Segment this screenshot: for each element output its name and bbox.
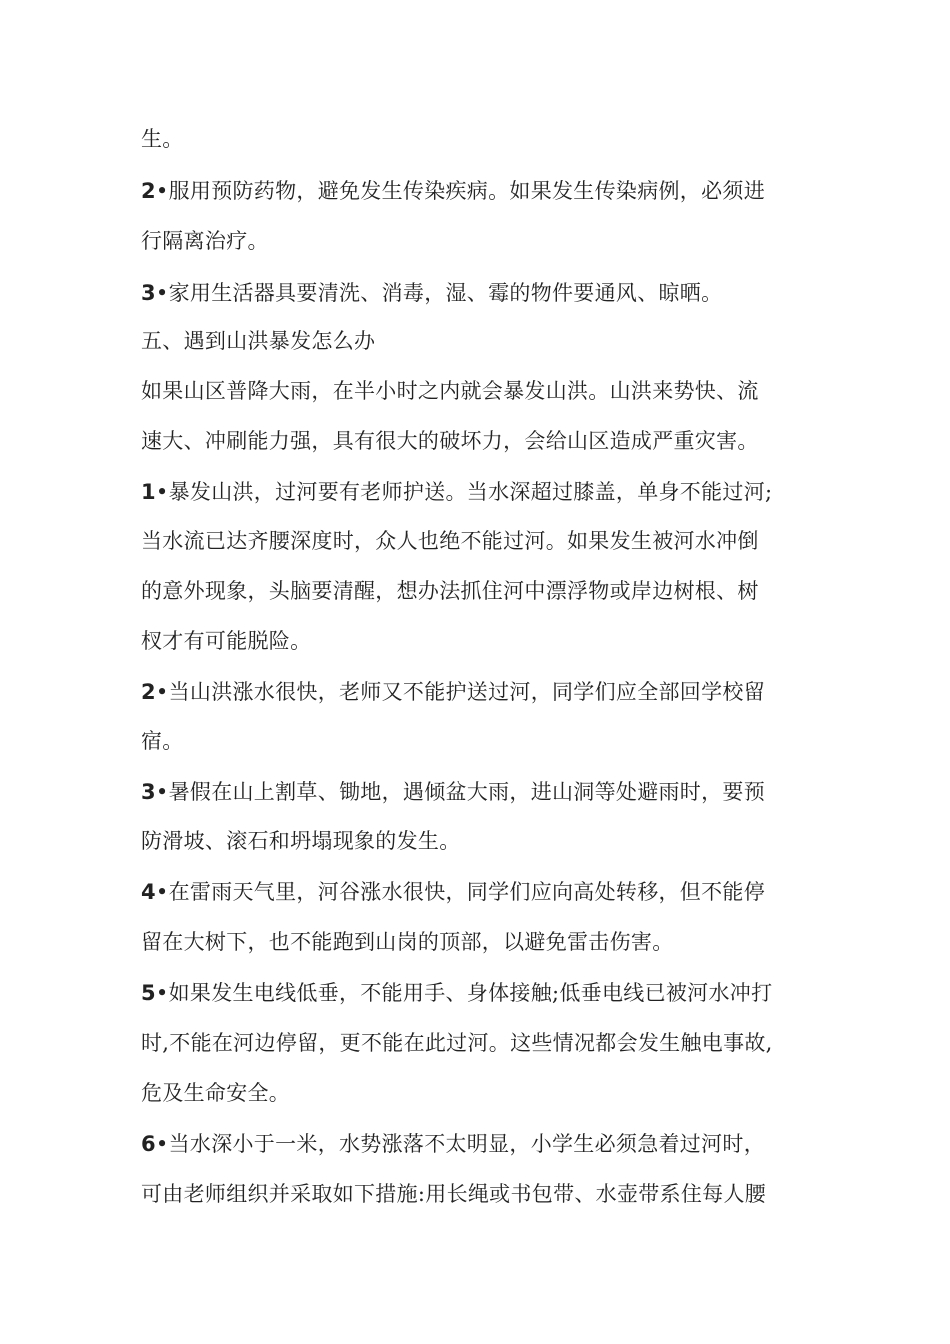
list-item: 1•暴发山洪，过河要有老师护送。当水深超过膝盖，单身不能过河; — [141, 480, 773, 504]
text-line: 危及生命安全。 — [141, 1081, 291, 1105]
list-item: 3•暑假在山上割草、锄地，遇倾盆大雨，进山洞等处避雨时，要预 — [141, 780, 766, 804]
item-number: 3 — [141, 281, 156, 305]
text-line: 留在大树下，也不能跑到山岗的顶部，以避免雷击伤害。 — [141, 930, 674, 954]
item-number: 6 — [141, 1132, 156, 1156]
item-number: 1 — [141, 480, 156, 504]
item-number: 5 — [141, 981, 156, 1005]
text-line: 宿。 — [141, 729, 184, 753]
item-number: 4 — [141, 880, 156, 904]
text-line: 时,不能在河边停留，更不能在此过河。这些情况都会发生触电事故, — [141, 1031, 773, 1055]
text-line: 生。 — [141, 127, 184, 151]
section-heading: 五、遇到山洪暴发怎么办 — [141, 329, 376, 353]
text-line: 行隔离治疗。 — [141, 229, 269, 253]
text-line: 杈才有可能脱险。 — [141, 629, 312, 653]
text-line: 防滑坡、滚石和坍塌现象的发生。 — [141, 829, 461, 853]
list-item: 5•如果发生电线低垂，不能用手、身体接触;低垂电线已被河水冲打 — [141, 981, 773, 1005]
list-item: 2•当山洪涨水很快，老师又不能护送过河，同学们应全部回学校留 — [141, 680, 766, 704]
list-item: 6•当水深小于一米，水势涨落不太明显，小学生必须急着过河时， — [141, 1132, 766, 1156]
item-number: 2 — [141, 179, 156, 203]
list-item: 4•在雷雨天气里，河谷涨水很快，同学们应向高处转移，但不能停 — [141, 880, 766, 904]
text-line: 的意外现象，头脑要清醒，想办法抓住河中漂浮物或岸边树根、树 — [141, 579, 759, 603]
text-line: 速大、冲刷能力强，具有很大的破坏力，会给山区造成严重灾害。 — [141, 429, 759, 453]
text-line: 当水流已达齐腰深度时，众人也绝不能过河。如果发生被河水冲倒 — [141, 529, 759, 553]
list-item: 2•服用预防药物，避免发生传染疾病。如果发生传染病例，必须进 — [141, 179, 766, 203]
list-item: 3•家用生活器具要清洗、消毒，湿、霉的物件要通风、晾晒。 — [141, 281, 723, 305]
text-line: 可由老师组织并采取如下措施:用长绳或书包带、水壶带系住每人腰 — [141, 1182, 767, 1206]
item-number: 3 — [141, 780, 156, 804]
item-number: 2 — [141, 680, 156, 704]
text-line: 如果山区普降大雨，在半小时之内就会暴发山洪。山洪来势快、流 — [141, 379, 759, 403]
